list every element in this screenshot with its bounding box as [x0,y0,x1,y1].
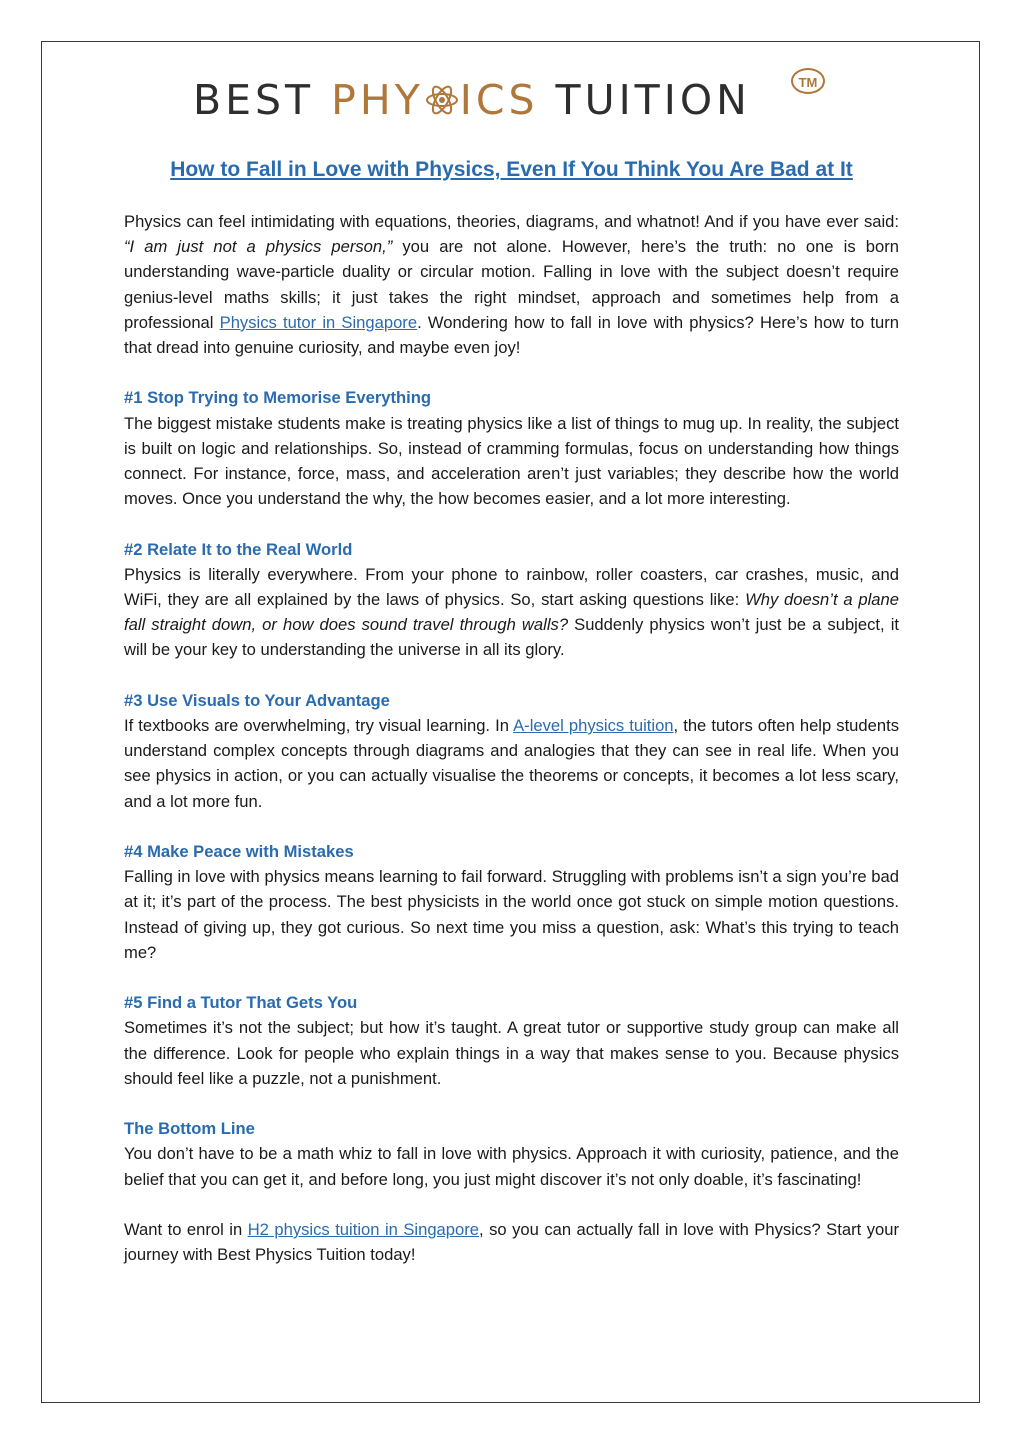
cta-text-2: , so you can actually fall in love with Physics? Start your journey with Best Physics Tuition today! [124,1220,899,1265]
section-text: If textbooks are overwhelming, try visual learning. In [124,716,514,736]
brand-logo [193,62,833,124]
intro-quote: “I am just not a physics person,” [124,237,393,257]
section-heading: #1 Stop Trying to Memorise Everything [124,388,432,408]
a-level-tuition-link[interactable]: A-level physics tuition [513,716,674,736]
logo-word-tuition: TUITION [538,76,751,124]
logo-word-ics: ICS [459,76,539,124]
italic-question: Why doesn’t a plane fall straight down, or how does sound travel through walls? [124,590,899,635]
section-heading: #5 Find a Tutor That Gets You [124,993,358,1013]
section-body: The biggest mistake students make is treating physics like a list of things to mug up. In reality, the subject is built on logic and relationships. So, instead of cramming formulas, focus on understanding how things connect. For instance, force, mass, and acceleration aren’t just variables; they describe how the world moves. Once you understand the why, the how becomes easier, and a lot more interesting. [124,413,899,509]
section-mistakes [124,839,899,965]
section-heading: #3 Use Visuals to Your Advantage [124,690,390,710]
h2-tuition-link[interactable]: H2 physics tuition in Singapore [247,1220,479,1240]
section-memorise [124,385,899,511]
section-bottom-line [124,1116,899,1192]
physics-tutor-link[interactable]: Physics tutor in Singapore [219,312,418,332]
section-body: Sometimes it’s not the subject; but how it’s taught. A great tutor or supportive study group can make all the difference. Look for people who explain things in a way that makes sense to you. Because physics should feel like a puzzle, not a punishment. [124,1018,899,1088]
section-text: Physics is literally everywhere. From your phone to rainbow, roller coasters, car crashes, music, and WiFi, they are all explained by the laws of physics. So, start asking questions like: [124,564,899,610]
article-body [124,209,899,1267]
section-body: Falling in love with physics means learning to fail forward. Struggling with problems isn’t a sign you’re bad at it; it’s part of the process. The best physicists in the world once got stuck on simple motion questions. Instead of giving up, they got curious. So next time you miss a question, ask: What’s this trying to teach me? [124,867,899,962]
trademark-badge: TM [791,68,825,94]
intro-text-3: . Wondering how to fall in love with physics? Here’s how to turn that dread into genuine curiosity, and maybe even joy! [124,312,899,358]
section-heading: #4 Make Peace with Mistakes [124,842,354,862]
cta-text-1: Want to enrol in [124,1220,248,1240]
section-body [124,713,899,814]
section-tutor [124,990,899,1091]
intro-text-2: you are not alone. However, here’s the truth: no one is born understanding wave-particle duality or circular motion. Falling in love with the subject doesn’t require genius-level maths skills; it just takes the right mindset, approach and sometimes help from a professional [124,237,899,332]
section-body [124,562,899,663]
section-heading: The Bottom Line [124,1119,255,1139]
logo-word-best: BEST [193,76,332,124]
section-heading: #2 Relate It to the Real World [124,539,353,559]
section-body: You don’t have to be a math whiz to fall in love with physics. Approach it with curiosity, patience, and the belief that you can get it, and before long, you just might discover it’s not only doable, it’s fascinating! [124,1144,899,1189]
logo-word-phy: PHY [331,76,424,124]
page-title: How to Fall in Love with Physics, Even If You Think You Are Bad at It [170,158,853,181]
section-real-world [124,537,899,663]
section-text: Suddenly physics won’t just be a subject, it will be your key to understanding the universe in all its glory. [124,615,899,660]
section-text: , the tutors often help students understand complex concepts through diagrams and analogies that they can see in real life. When you see physics in action, or you can actually visualise the theorems or concepts, it becomes a lot less scary, and a lot more fun. [124,716,900,811]
call-to-action [124,1217,899,1267]
cta-paragraph [124,1217,899,1267]
section-visuals [124,688,899,814]
intro-text-1: Physics can feel intimidating with equations, theories, diagrams, and whatnot! And if you have ever said: [124,212,899,231]
intro-paragraph [124,209,899,360]
logo-wordmark [193,76,751,124]
atom-icon [425,80,459,120]
